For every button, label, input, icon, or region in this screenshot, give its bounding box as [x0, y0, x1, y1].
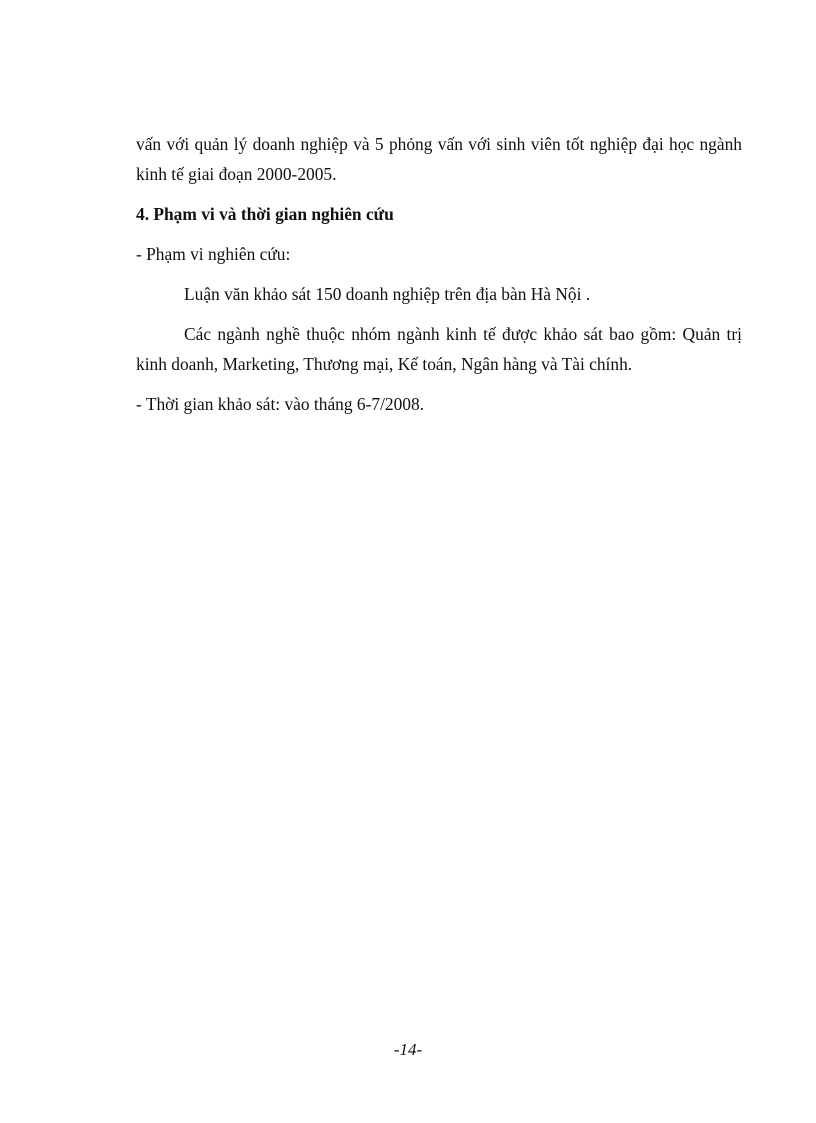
intro-paragraph: vấn với quản lý doanh nghiệp và 5 phỏng vấn với sinh viên tốt nghiệp đại học ngành kinh tế giai đoạn 2000-2005. — [136, 134, 742, 184]
page-number: -14- — [393, 1040, 423, 1059]
scope-label: - Phạm vi nghiên cứu: — [136, 244, 291, 264]
section-heading: 4. Phạm vi và thời gian nghiên cứu — [136, 204, 394, 224]
time-line: - Thời gian khảo sát: vào tháng 6-7/2008. — [136, 394, 425, 414]
page-body — [136, 129, 742, 429]
scope-fields-paragraph: Các ngành nghề thuộc nhóm ngành kinh tế được khảo sát bao gồm: Quản trị kinh doanh, Marketing, Thương mại, Kế toán, Ngân hàng và Tài chính. — [136, 324, 742, 374]
scope-survey-paragraph: Luận văn khảo sát 150 doanh nghiệp trên địa bàn Hà Nội . — [184, 284, 591, 304]
